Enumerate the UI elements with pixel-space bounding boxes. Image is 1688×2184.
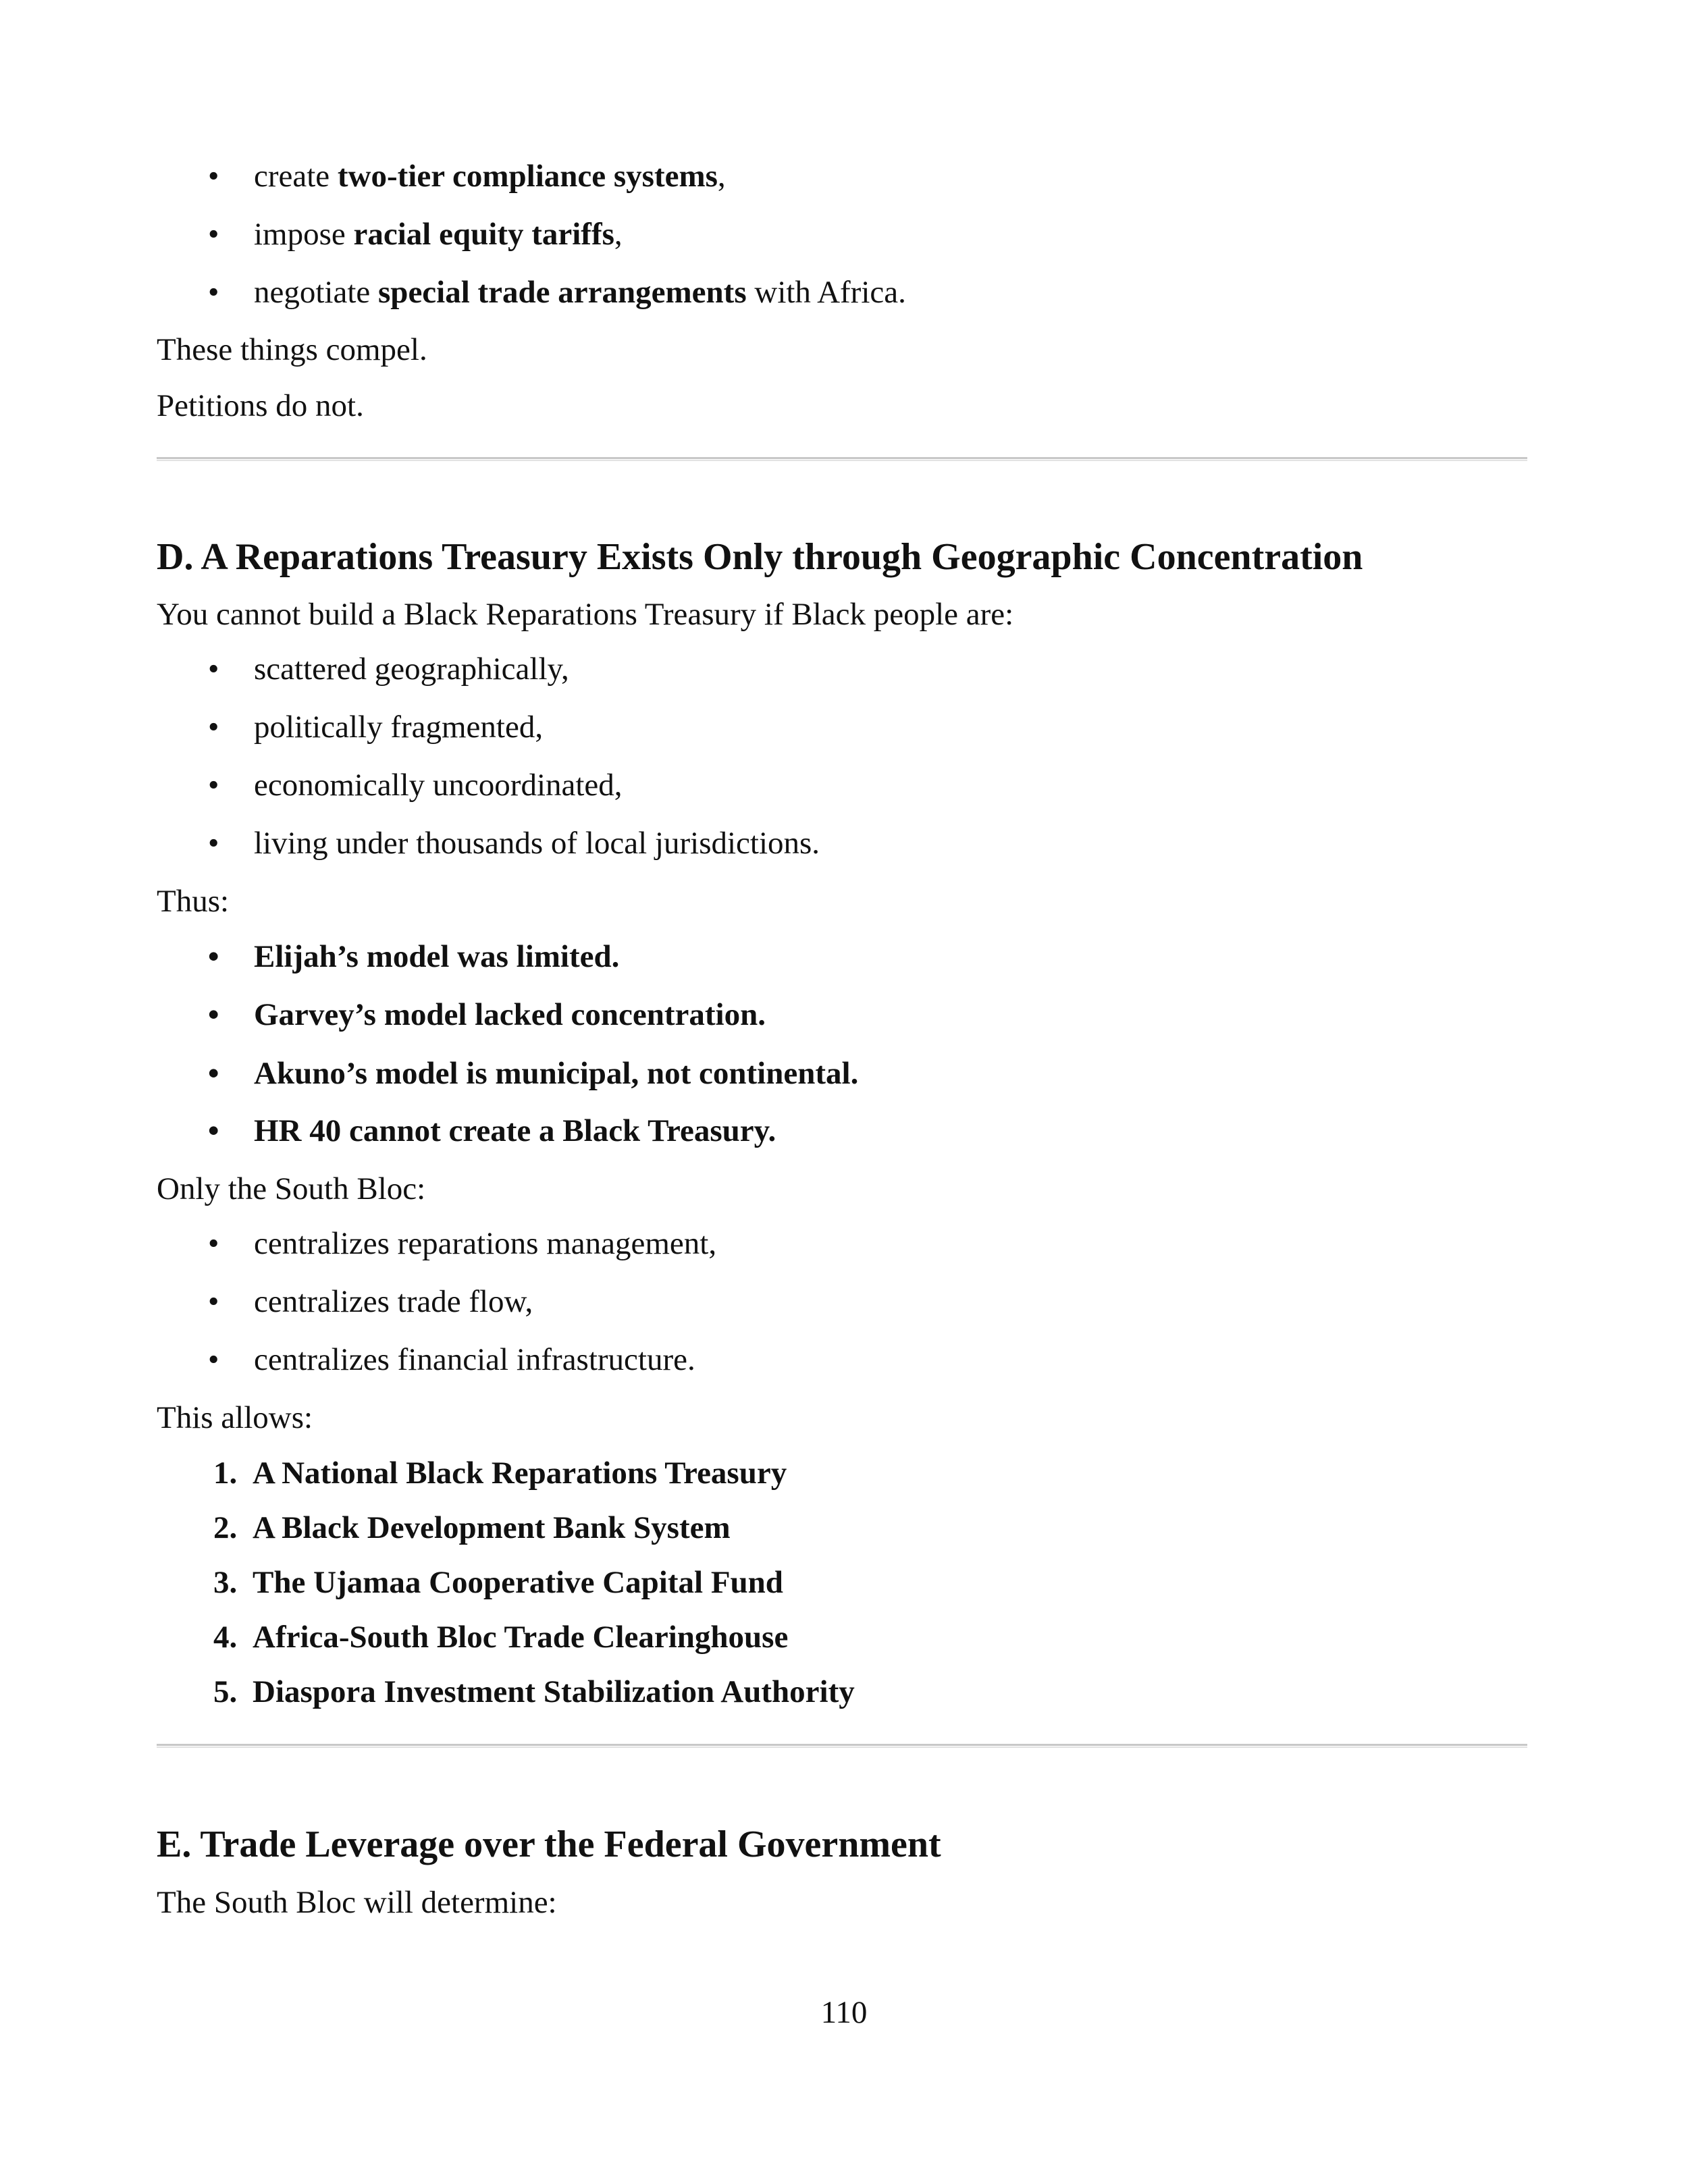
list-item <box>208 272 906 313</box>
numbered-item-text: Diaspora Investment Stabilization Authority <box>253 1674 855 1709</box>
bullet-marker: • <box>208 710 219 745</box>
list-item-text: scattered geographically, <box>254 651 569 687</box>
list-item <box>208 707 543 747</box>
numbered-item <box>213 1617 788 1657</box>
bullet-marker: • <box>208 939 219 974</box>
numbered-item <box>213 1453 787 1493</box>
list-item-text: economically uncoordinated, <box>254 768 623 803</box>
list-item <box>208 1111 776 1151</box>
list-item-text: living under thousands of local jurisdictions. <box>254 826 820 861</box>
bullet-marker: • <box>208 1113 219 1148</box>
bullet-marker: • <box>208 159 219 194</box>
list-item-emphasis: racial equity tariffs <box>353 217 614 252</box>
item-number: 2. <box>213 1510 238 1545</box>
numbered-item <box>213 1672 855 1712</box>
section-d-heading: D. A Reparations Treasury Exists Only through Geographic Concentration <box>157 536 1363 578</box>
numbered-item-text: The Ujamaa Cooperative Capital Fund <box>253 1565 783 1600</box>
bullet-marker: • <box>208 1342 219 1377</box>
item-number: 5. <box>213 1674 238 1709</box>
item-number: 1. <box>213 1456 238 1491</box>
numbered-item-text: A National Black Reparations Treasury <box>253 1456 787 1491</box>
section-divider <box>157 457 1527 461</box>
bullet-marker: • <box>208 651 219 687</box>
list-item <box>208 765 623 805</box>
list-item-emphasis: special trade arrangements <box>378 275 747 310</box>
list-item <box>208 649 569 689</box>
list-item-text: politically fragmented, <box>254 710 544 745</box>
paragraph-compel: These things compel. <box>157 332 427 367</box>
bullet-marker: • <box>208 1056 219 1091</box>
item-number: 3. <box>213 1565 238 1600</box>
numbered-item-text: Africa-South Bloc Trade Clearinghouse <box>253 1620 789 1655</box>
list-item <box>208 214 623 255</box>
list-item-text: impose <box>254 217 354 252</box>
only-label: Only the South Bloc: <box>157 1171 426 1206</box>
list-item <box>208 994 766 1035</box>
list-item <box>208 936 619 977</box>
section-e-intro: The South Bloc will determine: <box>157 1885 557 1920</box>
bullet-marker: • <box>208 217 219 252</box>
bullet-marker: • <box>208 1284 219 1319</box>
bullet-marker: • <box>208 826 219 861</box>
list-item <box>208 1053 858 1094</box>
list-item-text: create <box>254 159 338 194</box>
list-item-text: Akuno’s model is municipal, not continental. <box>254 1056 859 1091</box>
list-item <box>208 823 820 863</box>
list-item-text: Elijah’s model was limited. <box>254 939 620 974</box>
bullet-marker: • <box>208 1226 219 1261</box>
list-item-text: negotiate <box>254 275 379 310</box>
section-e-heading: E. Trade Leverage over the Federal Government <box>157 1823 941 1865</box>
page-number: 110 <box>820 1995 868 2030</box>
list-item-text: centralizes trade flow, <box>254 1284 533 1319</box>
list-item-text: centralizes reparations management, <box>254 1226 717 1261</box>
list-item-text: centralizes financial infrastructure. <box>254 1342 695 1377</box>
thus-label: Thus: <box>157 884 230 919</box>
list-item-emphasis: two-tier compliance systems <box>337 159 718 194</box>
list-item <box>208 1223 716 1264</box>
numbered-item <box>213 1508 731 1548</box>
bullet-marker: • <box>208 997 219 1032</box>
list-item-suffix: , <box>717 159 726 194</box>
allows-label: This allows: <box>157 1400 313 1435</box>
list-item <box>208 1339 695 1380</box>
list-item-text: HR 40 cannot create a Black Treasury. <box>254 1113 776 1148</box>
numbered-item-text: A Black Development Bank System <box>253 1510 731 1545</box>
section-d-intro: You cannot build a Black Reparations Treasury if Black people are: <box>157 597 1014 632</box>
bullet-marker: • <box>208 768 219 803</box>
list-item-suffix: with Africa. <box>746 275 906 310</box>
list-item <box>208 156 726 196</box>
bullet-marker: • <box>208 275 219 310</box>
list-item-text: Garvey’s model lacked concentration. <box>254 997 766 1032</box>
item-number: 4. <box>213 1620 238 1655</box>
list-item <box>208 1281 533 1322</box>
list-item-suffix: , <box>614 217 623 252</box>
section-divider <box>157 1744 1527 1748</box>
numbered-item <box>213 1562 783 1603</box>
paragraph-petitions: Petitions do not. <box>157 388 364 423</box>
